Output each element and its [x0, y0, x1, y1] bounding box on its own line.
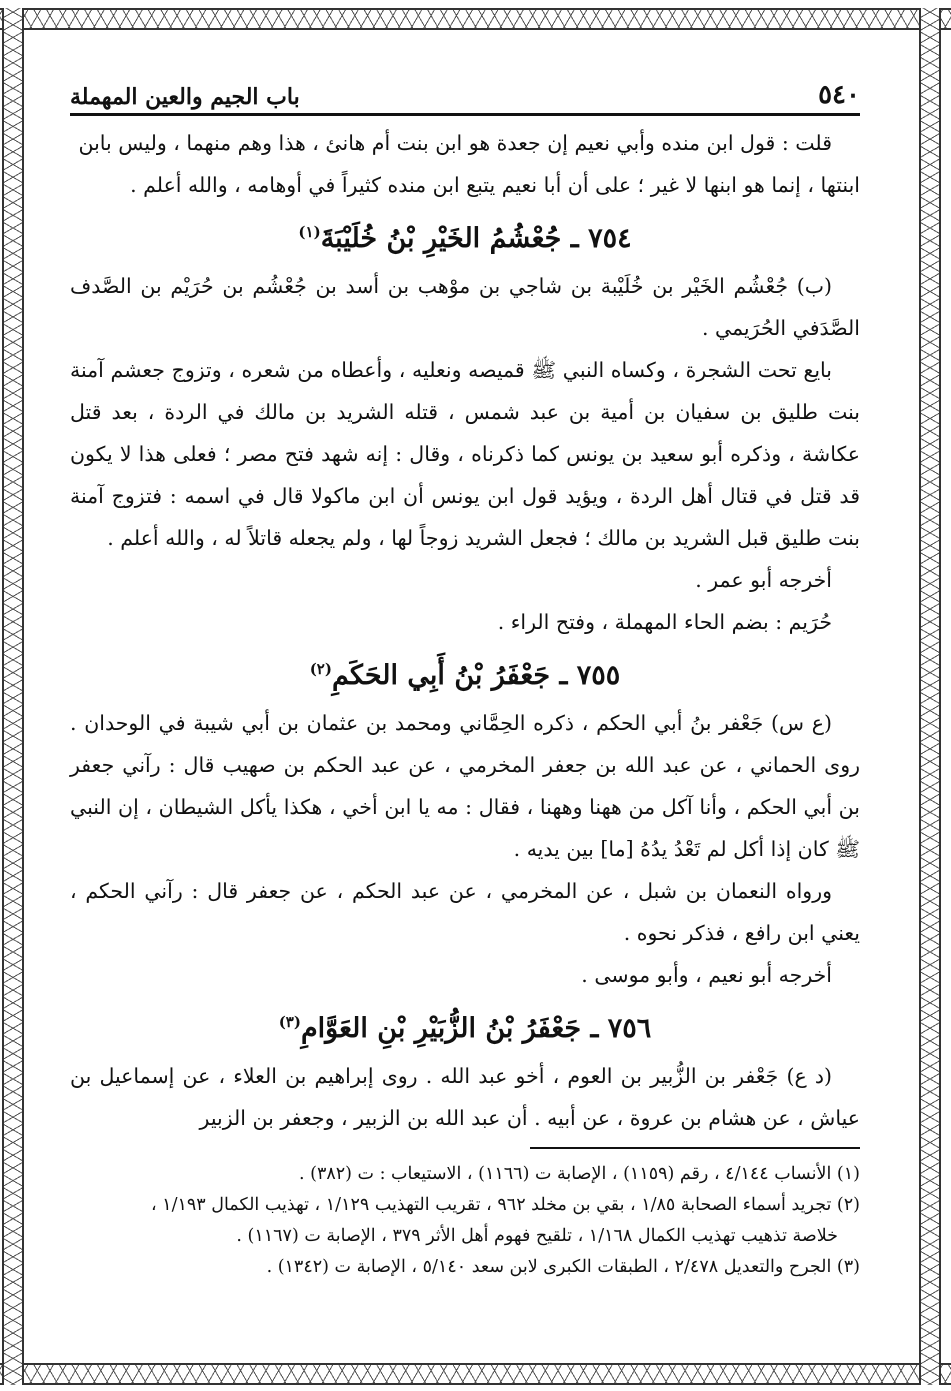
entry-paragraph: (ب) جُعْشُم الخَيْر بن خُلَيْبة بن شاجي بن موْهب بن أسد بن جُعْشُم بن حُرَيْم بن الصَّدف الصَّدَفي الحُرَيمي . [70, 274, 860, 340]
footnote: (٣) الجرح والتعديل ٢/٤٧٨ ، الطبقات الكبرى لابن سعد ٥/١٤٠ ، الإصابة ت (١٣٤٢) . [266, 1257, 860, 1277]
ornamental-border-left [2, 8, 24, 1385]
entry-heading-756 [70, 996, 860, 1055]
footnotes [70, 1147, 860, 1283]
running-head [70, 82, 860, 116]
entry-heading-754 [70, 206, 860, 265]
entry-paragraph: أخرجه أبو عمر . [695, 568, 832, 592]
entry-paragraph: ورواه النعمان بن شبل ، عن المخرمي ، عن عبد الحكم ، عن جعفر قال : رآني الحكم ، يعني ابن رافع ، فذكر نحوه . [70, 879, 860, 945]
entry-paragraph: بايع تحت الشجرة ، وكساه النبي ﷺ قميصه ونعليه ، وأعطاه من شعره ، وتزوج جعشم آمنة بنت طليق بن سفيان بن أمية بن عبد شمس ، قتله الشريد بن مالك في الردة ، بعد قتل عكاشة ، وذكره أبو سعيد بن يونس كما ذكرناه ، وقال : إنه شهد فتح مصر ؛ فعلى هذا لا يكون قد قتل في قتال أهل الردة ، ويؤيد قول ابن يونس أن ابن ماكولا قال في اسمه : فتزوج آمنة بنت طليق قبل الشريد بن مالك ؛ فجعل الشريد زوجاً لها ، ولم يجعله قاتلاً له ، والله أعلم . [70, 358, 860, 550]
footnote-marker: (٢) [309, 660, 332, 678]
footnote: (١) الأنساب ٤/١٤٤ ، رقم (١١٥٩) ، الإصابة ت (١١٦٦) ، الاستيعاب : ت (٣٨٢) . [299, 1164, 860, 1184]
intro-line: ابنتها ، إنما هو ابنها لا غير ؛ على أن أبا نعيم يتبع ابن منده كثيراً في أوهامه ، والله أعلم . [130, 173, 860, 197]
entry-heading-text: ٧٥٦ ـ جَعْفَرُ بْنُ الزُّبَيْرِ بْنِ العَوَّامِ [300, 1013, 652, 1044]
intro-line: قلت : قول ابن منده وأبي نعيم إن جعدة هو ابن بنت أم هانئ ، هذا وهم منهما ، وليس بابن [78, 131, 832, 155]
chapter-title: باب الجيم والعين المهملة [70, 84, 300, 110]
footnote: (٢) تجريد أسماء الصحابة ١/٨٥ ، بقي بن مخلد ٩٦٢ ، تقريب التهذيب ١/١٢٩ ، تهذيب الكمال ١/١٩٣ ، [150, 1195, 860, 1215]
footnote-marker: (٣) [278, 1013, 301, 1031]
entry-paragraph: حُرَيم : بضم الحاء المهملة ، وفتح الراء . [497, 610, 832, 634]
entry-paragraph: أخرجه أبو نعيم ، وأبو موسى . [581, 963, 832, 987]
intro-text [70, 122, 860, 206]
entry-paragraph: (د ع) جَعْفر بن الزُّبير بن العوم ، أخو عبد الله . روى إبراهيم بن العلاء ، عن إسماعيل بن عياش ، عن هشام بن عروة ، عن أبيه . أن عبد الله بن الزبير ، وجعفر بن الزبير [70, 1064, 860, 1130]
book-page [70, 82, 860, 1327]
footnote-marker: (١) [298, 223, 321, 241]
page-number: ٥٤٠ [818, 80, 860, 110]
footnote-continuation: خلاصة تذهيب تهذيب الكمال ١/١٦٨ ، تلقيح فهوم أهل الأثر ٣٧٩ ، الإصابة ت (١١٦٧) . [236, 1226, 838, 1246]
entry-paragraph: (ع س) جَعْفر بنُ أبي الحكم ، ذكره الحِمَّاني ومحمد بن عثمان بن أبي شيبة في الوحدان . روى الحماني ، عن عبد الله بن جعفر المخرمي ، عن عبد الحكم بن صهيب قال : رآني جعفر بن أبي الحكم ، وأنا آكل من ههنا وههنا ، فقال : مه يا ابن أخي ، هكذا يأكل الشيطان ، إن النبي ﷺ كان إذا أكل لم تَعْدُ يدُهُ [ما] بين يديه . [70, 711, 860, 861]
ornamental-border-right [919, 8, 941, 1385]
footnote-separator [530, 1147, 860, 1149]
entry-heading-755 [70, 643, 860, 702]
entry-heading-text: ٧٥٥ ـ جَعْفَرُ بْنُ أَبِي الحَكَمِ [331, 660, 621, 691]
ornamental-border-bottom [0, 1363, 951, 1385]
ornamental-border-top [0, 8, 951, 30]
entry-heading-text: ٧٥٤ ـ جُعْشُمُ الخَيْرِ بْنُ خُلَيْبَةَ [320, 223, 632, 254]
